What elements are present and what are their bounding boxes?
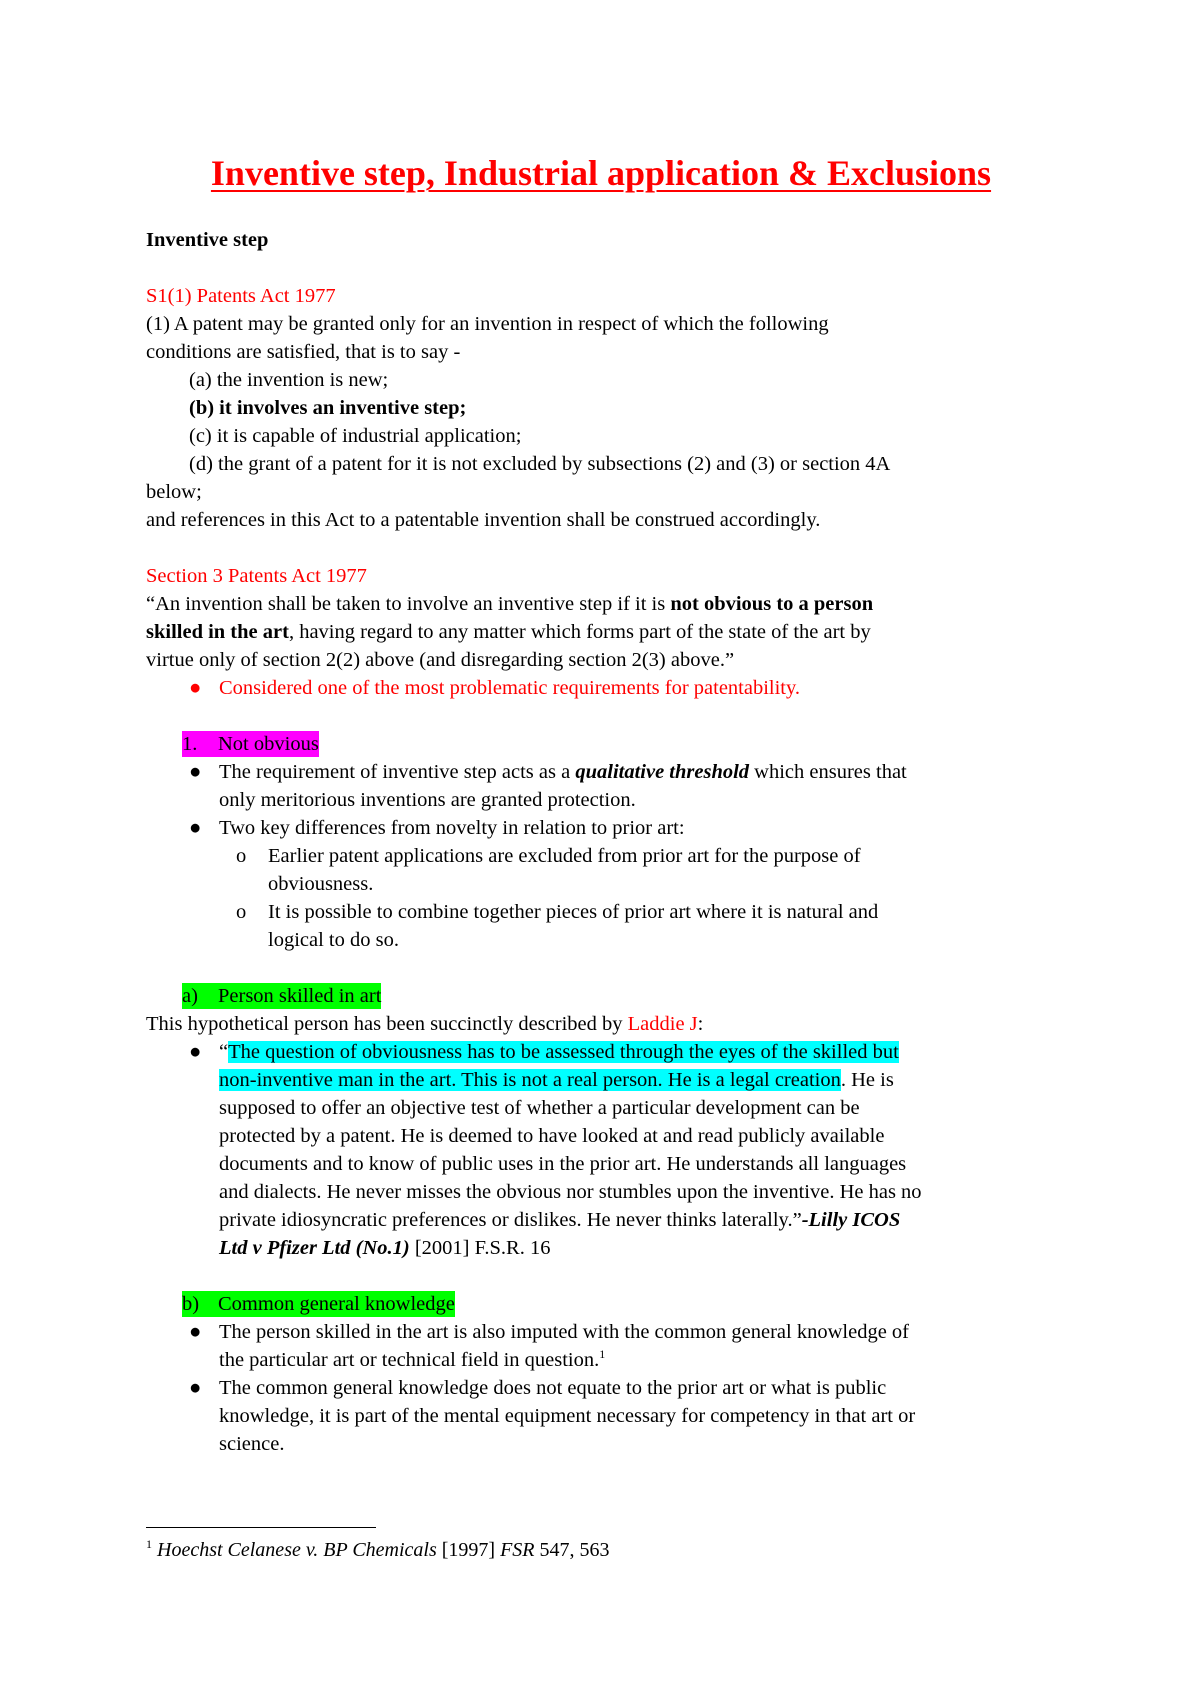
spacer [146, 702, 1066, 730]
case-name: Ltd v Pfizer Ltd (No.1) [219, 1237, 410, 1259]
document-title: Inventive step, Industrial application & Exclusions [210, 153, 992, 193]
s1-condition-b: (b) it involves an inventive step; [189, 397, 467, 419]
s3-quote-line-1 [146, 590, 1066, 618]
quote-text: . He is [840, 1069, 894, 1091]
list-item-text: science. [219, 1433, 285, 1455]
s3-quote-bold: skilled in the art [146, 621, 289, 643]
case-name: -Lilly ICOS [801, 1209, 901, 1231]
footnote-mark: 1 [146, 1537, 152, 1551]
footnote-year: [1997] [436, 1539, 501, 1561]
s1-intro-line-2: conditions are satisfied, that is to say - [146, 341, 461, 363]
section-heading-inventive-step: Inventive step [146, 229, 269, 251]
s1-intro-line-1: (1) A patent may be granted only for an invention in respect of which the following [146, 313, 829, 335]
intro-text: This hypothetical person has been succinctly described by [146, 1013, 628, 1035]
emphasis-text: qualitative threshold [575, 761, 750, 783]
spacer [146, 1262, 1066, 1290]
circle-bullet-icon: o [236, 901, 247, 923]
sub-list-item [146, 898, 1066, 954]
bullet-icon: ● [189, 677, 202, 699]
list-item [146, 1374, 1066, 1458]
subheading-number: b) [182, 1293, 200, 1315]
footnote-pages: 547, 563 [534, 1539, 610, 1561]
list-item-text: the particular art or technical field in question. [219, 1349, 600, 1371]
list-item-text: Two key differences from novelty in relation to prior art: [219, 817, 685, 839]
list-item-text: The requirement of inventive step acts as a [219, 761, 576, 783]
document-body [146, 148, 1066, 1458]
s3-quote-bold: not obvious to a person [670, 593, 874, 615]
s3-quote-line-3: virtue only of section 2(2) above (and disregarding section 2(3) above.” [146, 649, 735, 671]
quote-text: documents and to know of public uses in the prior art. He understands all languages [219, 1153, 907, 1175]
bullet-icon: ● [189, 761, 202, 783]
list-item-text: The common general knowledge does not equate to the prior art or what is public [219, 1377, 887, 1399]
s1-condition-a: (a) the invention is new; [189, 369, 389, 391]
subheading-number: a) [182, 985, 198, 1007]
highlighted-label [182, 983, 381, 1009]
subheading-number: 1. [182, 733, 198, 755]
list-item-text: which ensures that [749, 761, 907, 783]
sub-bullet-list [219, 842, 1066, 954]
cgk-bullet-list [146, 1318, 1066, 1458]
list-item [146, 758, 1066, 814]
list-item-text: Considered one of the most problematic requirements for patentability. [219, 677, 801, 699]
footnote-reference[interactable]: 1 [599, 1347, 606, 1361]
quote-text: supposed to offer an objective test of whether a particular development can be [219, 1097, 860, 1119]
quote-text: private idiosyncratic preferences or dislikes. He never thinks laterally.” [219, 1209, 802, 1231]
list-item-text: knowledge, it is part of the mental equipment necessary for competency in that art or [219, 1405, 916, 1427]
person-skilled-bullet-list [146, 1038, 1066, 1262]
footnote [146, 1536, 610, 1564]
list-item [146, 1318, 1066, 1374]
s1-closing: and references in this Act to a patentable invention shall be construed accordingly. [146, 509, 821, 531]
highlighted-quote: non-inventive man in the art. This is not a real person. He is a legal creation [219, 1069, 841, 1091]
footnote-report: FSR [500, 1539, 535, 1561]
subheading-common-general-knowledge [146, 1290, 1066, 1318]
highlighted-label [182, 731, 319, 757]
subheading-label: Common general knowledge [218, 1293, 455, 1315]
list-item-text: It is possible to combine together pieces of prior art where it is natural and [268, 901, 879, 923]
list-item-text: The person skilled in the art is also imputed with the common general knowledge of [219, 1321, 910, 1343]
s1-condition-c: (c) it is capable of industrial application; [189, 425, 522, 447]
intro-text: : [697, 1013, 704, 1035]
list-item-text: Earlier patent applications are excluded from prior art for the purpose of [268, 845, 861, 867]
list-item [146, 1038, 1066, 1262]
case-citation: [2001] F.S.R. 16 [409, 1237, 551, 1259]
s3-quote-text: “An invention shall be taken to involve an inventive step if it is [146, 593, 671, 615]
footnote-separator [146, 1527, 376, 1528]
bullet-icon: ● [189, 1041, 202, 1063]
judge-name: Laddie J [627, 1013, 698, 1035]
subheading-not-obvious [146, 730, 1066, 758]
s1-heading: S1(1) Patents Act 1977 [146, 285, 336, 307]
bullet-icon: ● [189, 1377, 202, 1399]
list-item-text: obviousness. [268, 873, 374, 895]
circle-bullet-icon: o [236, 845, 247, 867]
s1-condition-d-cont: below; [146, 481, 202, 503]
person-skilled-intro [146, 1010, 1066, 1038]
bullet-icon: ● [189, 817, 202, 839]
quote-text: protected by a patent. He is deemed to have looked at and read publicly available [219, 1125, 885, 1147]
s3-heading: Section 3 Patents Act 1977 [146, 565, 367, 587]
quote-mark: “ [219, 1041, 229, 1063]
spacer [146, 954, 1066, 982]
subheading-label: Not obvious [218, 733, 319, 755]
bullet-icon: ● [189, 1321, 202, 1343]
list-item [146, 674, 1066, 702]
subheading-person-skilled [146, 982, 1066, 1010]
s3-quote-text: , having regard to any matter which forms part of the state of the art by [288, 621, 871, 643]
not-obvious-bullet-list [146, 758, 1066, 954]
spacer [146, 534, 1066, 562]
highlighted-label [182, 1291, 455, 1317]
list-item-text: logical to do so. [268, 929, 399, 951]
list-item-text: only meritorious inventions are granted protection. [219, 789, 636, 811]
list-item [146, 814, 1066, 954]
footnote-case: Hoechst Celanese v. BP Chemicals [157, 1539, 437, 1561]
s3-bullet-list [146, 674, 1066, 702]
sub-list-item [146, 842, 1066, 898]
highlighted-quote: The question of obviousness has to be assessed through the eyes of the skilled but [228, 1041, 899, 1063]
quote-text: and dialects. He never misses the obvious nor stumbles upon the inventive. He has no [219, 1181, 922, 1203]
subheading-label: Person skilled in art [218, 985, 382, 1007]
spacer [146, 254, 1066, 282]
s3-quote-line-2 [146, 618, 1066, 646]
s1-condition-d: (d) the grant of a patent for it is not excluded by subsections (2) and (3) or section 4A [189, 453, 891, 475]
